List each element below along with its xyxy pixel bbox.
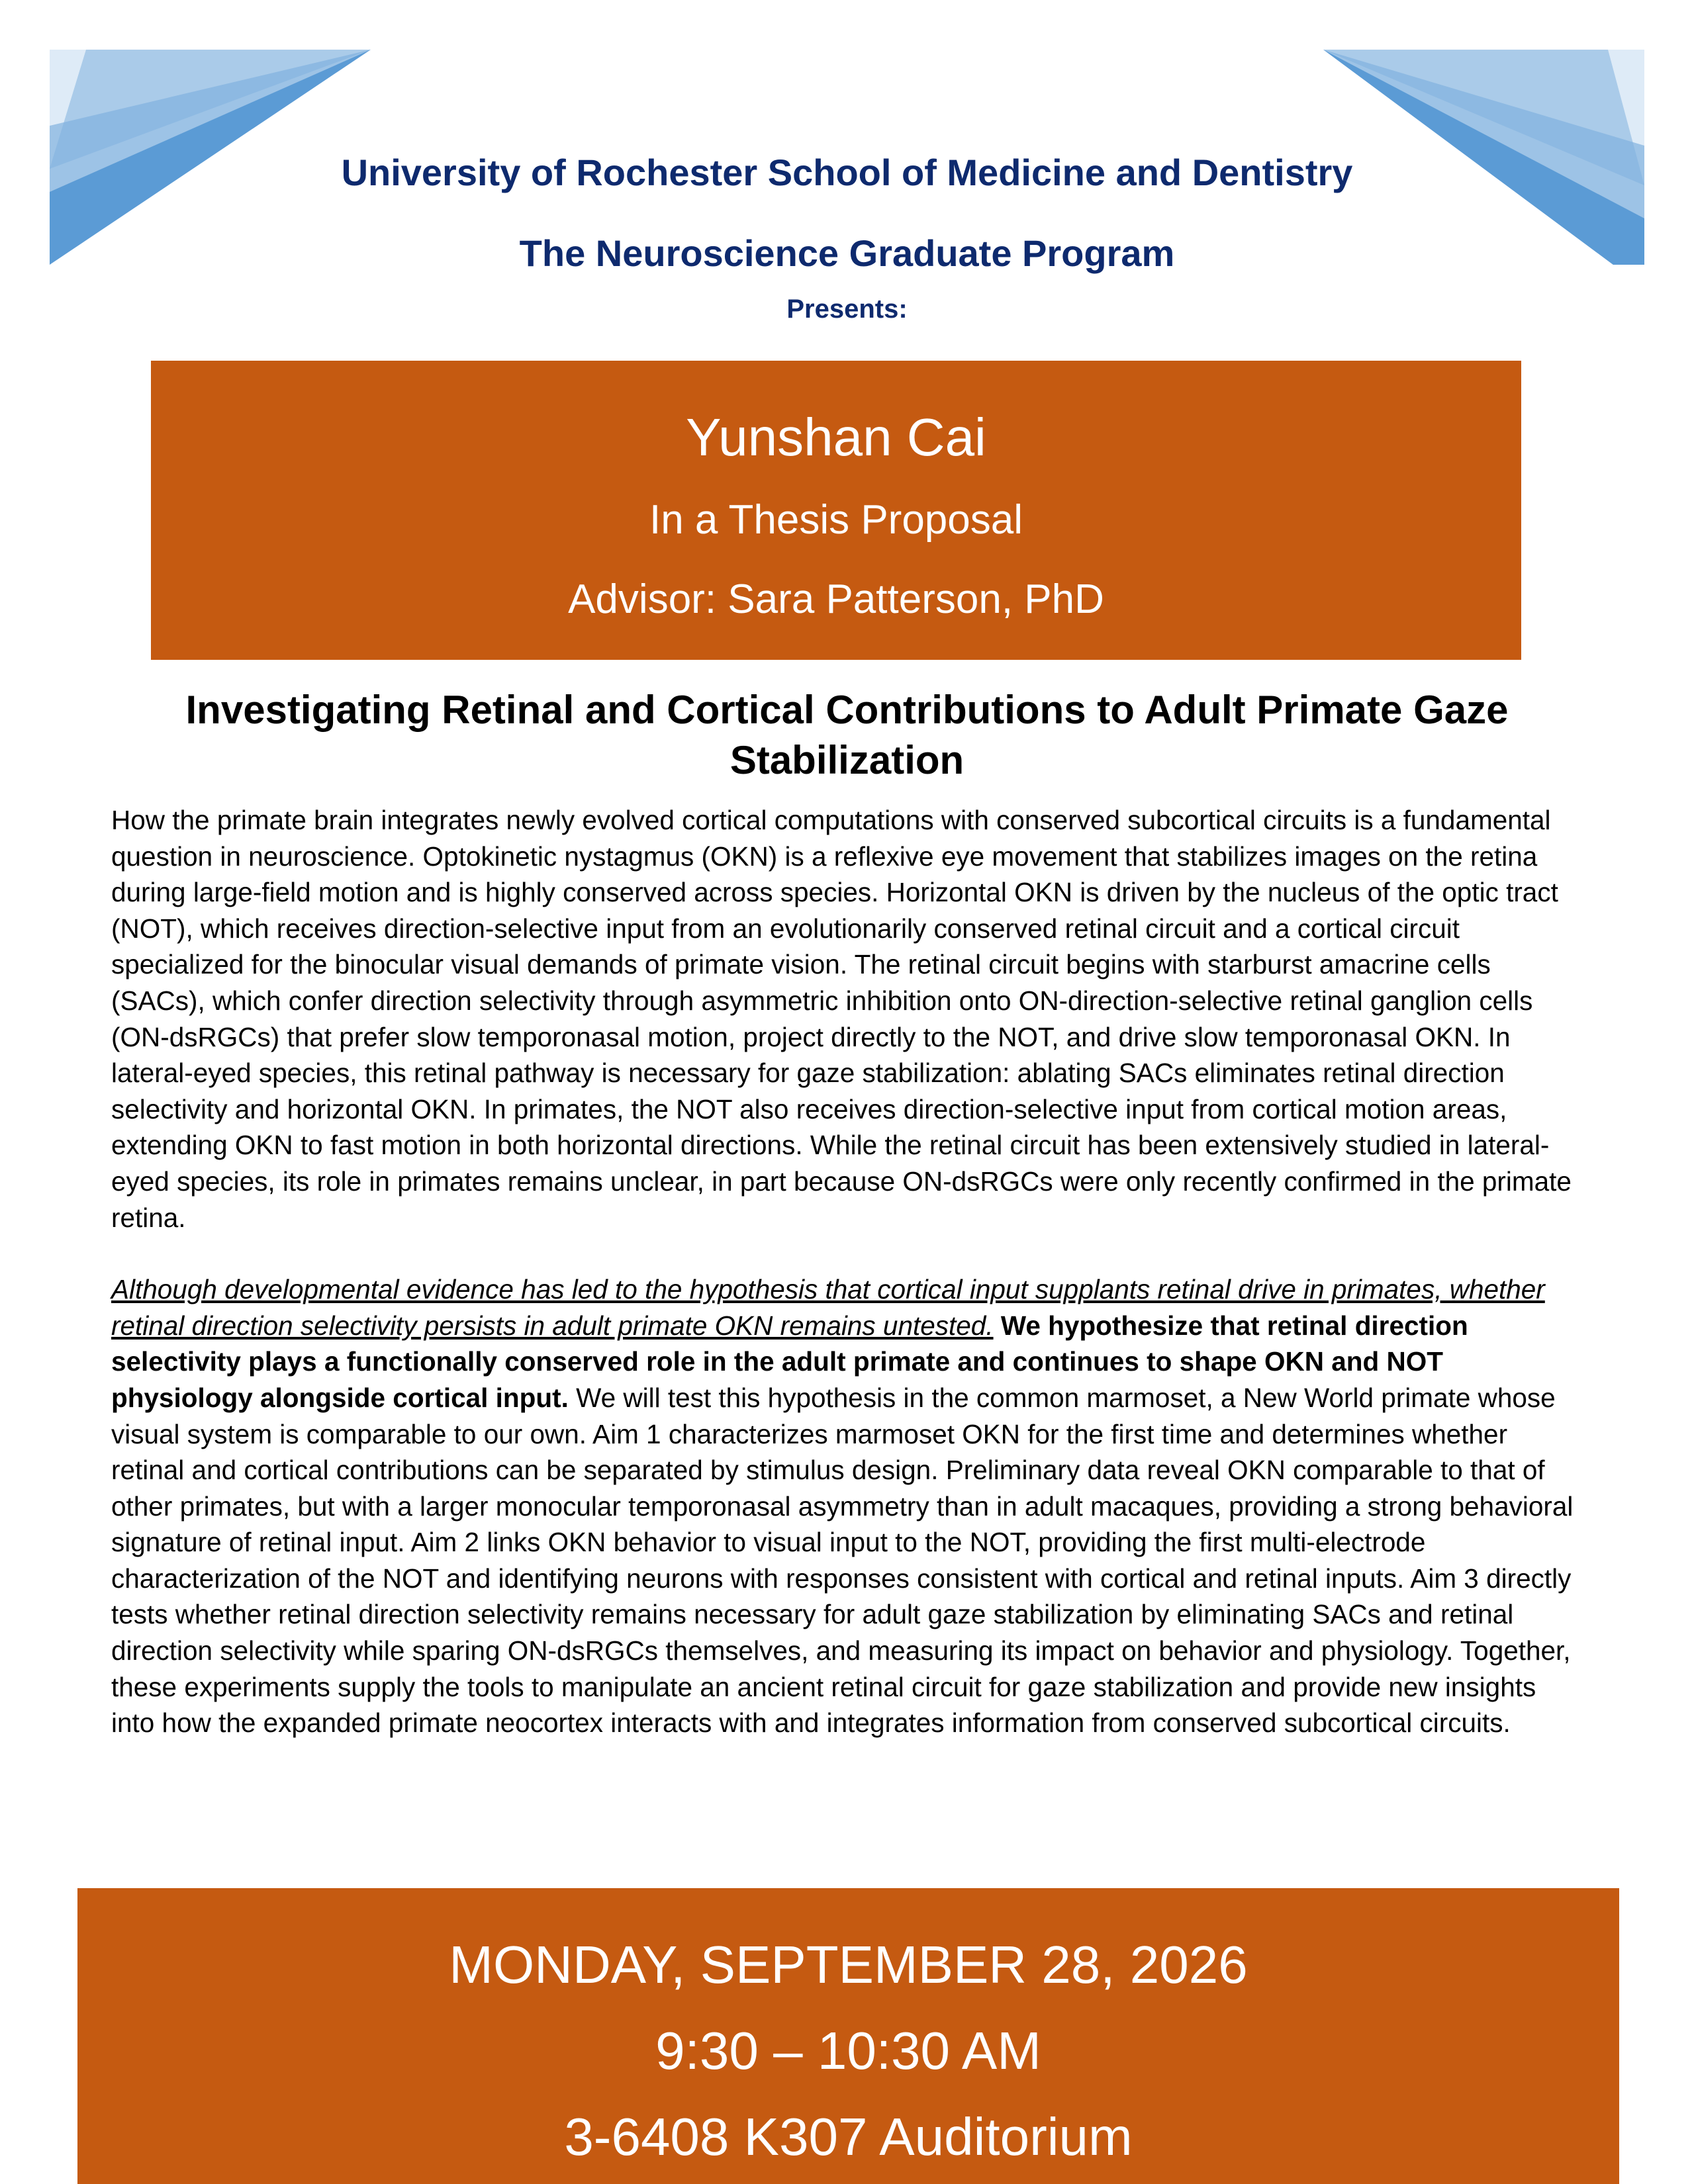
event-type: In a Thesis Proposal [649,497,1023,543]
university-name: University of Rochester School of Medicine and Dentistry [341,152,1353,193]
advisor-line: Advisor: Sara Patterson, PhD [568,576,1104,622]
speaker-banner [151,361,1521,660]
abstract [111,802,1574,1741]
event-date: MONDAY, SEPTEMBER 28, 2026 [449,1935,1248,1994]
event-banner [77,1888,1619,2184]
abstract-hypothesis-text: We hypothesize that retinal direction selectivity plays a functionally conserved role in the adult primate and continues to shape OKN and NOT physiology alongside cortical input. [111,1310,1468,1413]
abstract-underlined-text: Although developmental evidence has led to the hypothesis that cortical input supplants retinal drive in primates, whether retinal direction selectivity persists in adult primate OKN remains untested. [111,1274,1545,1341]
corner-decoration-right [1323,0,1694,265]
abstract-body-text: We will test this hypothesis in the common marmoset, a New World primate whose visual system is comparable to our own. Aim 1 characterizes marmoset OKN for the first time and determines whether retinal and cortical contributions can be separated by stimulus design. Preliminary data reveal OKN comparable to that of other primates, but with a larger monocular temporonasal asymmetry than in adult macaques, providing a strong behavioral signature of retinal input. Aim 2 links OKN behavior to visual input to the NOT, providing the first multi-electrode characterization of the NOT and identifying neurons with responses consistent with cortical and retinal inputs. Aim 3 directly tests whether retinal direction selectivity remains necessary for adult gaze stabilization by eliminating SACs and retinal direction selectivity while sparing ON-dsRGCs themselves, and measuring its impact on behavior and physiology. Together, these experiments supply the tools to manipulate an ancient retinal circuit for gaze stabilization and provide new insights into how the expanded primate neocortex interacts with and integrates information from conserved subcortical circuits. [111,1382,1574,1739]
talk-title: Investigating Retinal and Cortical Contributions to Adult Primate Gaze Stabilization [185,688,1509,782]
corner-decoration-left [0,0,371,265]
abstract-paragraph-2 [111,1271,1574,1741]
abstract-paragraph-1: How the primate brain integrates newly evolved cortical computations with conserved subcortical circuits is a fundamental question in neuroscience. Optokinetic nystagmus (OKN) is a reflexive eye movement that stabilizes images on the retina during large-field motion and is highly conserved across species. Horizontal OKN is driven by the nucleus of the optic tract (NOT), which receives direction-selective input from an evolutionarily conserved retinal circuit and a cortical circuit specialized for the binocular visual demands of primate vision. The retinal circuit begins with starburst amacrine cells (SACs), which confer direction selectivity through asymmetric inhibition onto ON-direction-selective retinal ganglion cells (ON-dsRGCs) that prefer slow temporonasal motion, project directly to the NOT, and drive slow temporonasal OKN. In lateral-eyed species, this retinal pathway is necessary for gaze stabilization: ablating SACs eliminates retinal direction selectivity and horizontal OKN. In primates, the NOT also receives direction-selective input from cortical motion areas, extending OKN to fast motion in both horizontal directions. While the retinal circuit has been extensively studied in lateral-eyed species, its role in primates remains unclear, in part because ON-dsRGCs were only recently confirmed in the primate retina. [111,805,1572,1233]
speaker-name: Yunshan Cai [686,408,986,467]
event-location: 3-6408 K307 Auditorium [564,2107,1133,2166]
program-name: The Neuroscience Graduate Program [519,232,1175,274]
event-time: 9:30 – 10:30 AM [655,2021,1041,2080]
presents-label: Presents: [786,295,908,324]
